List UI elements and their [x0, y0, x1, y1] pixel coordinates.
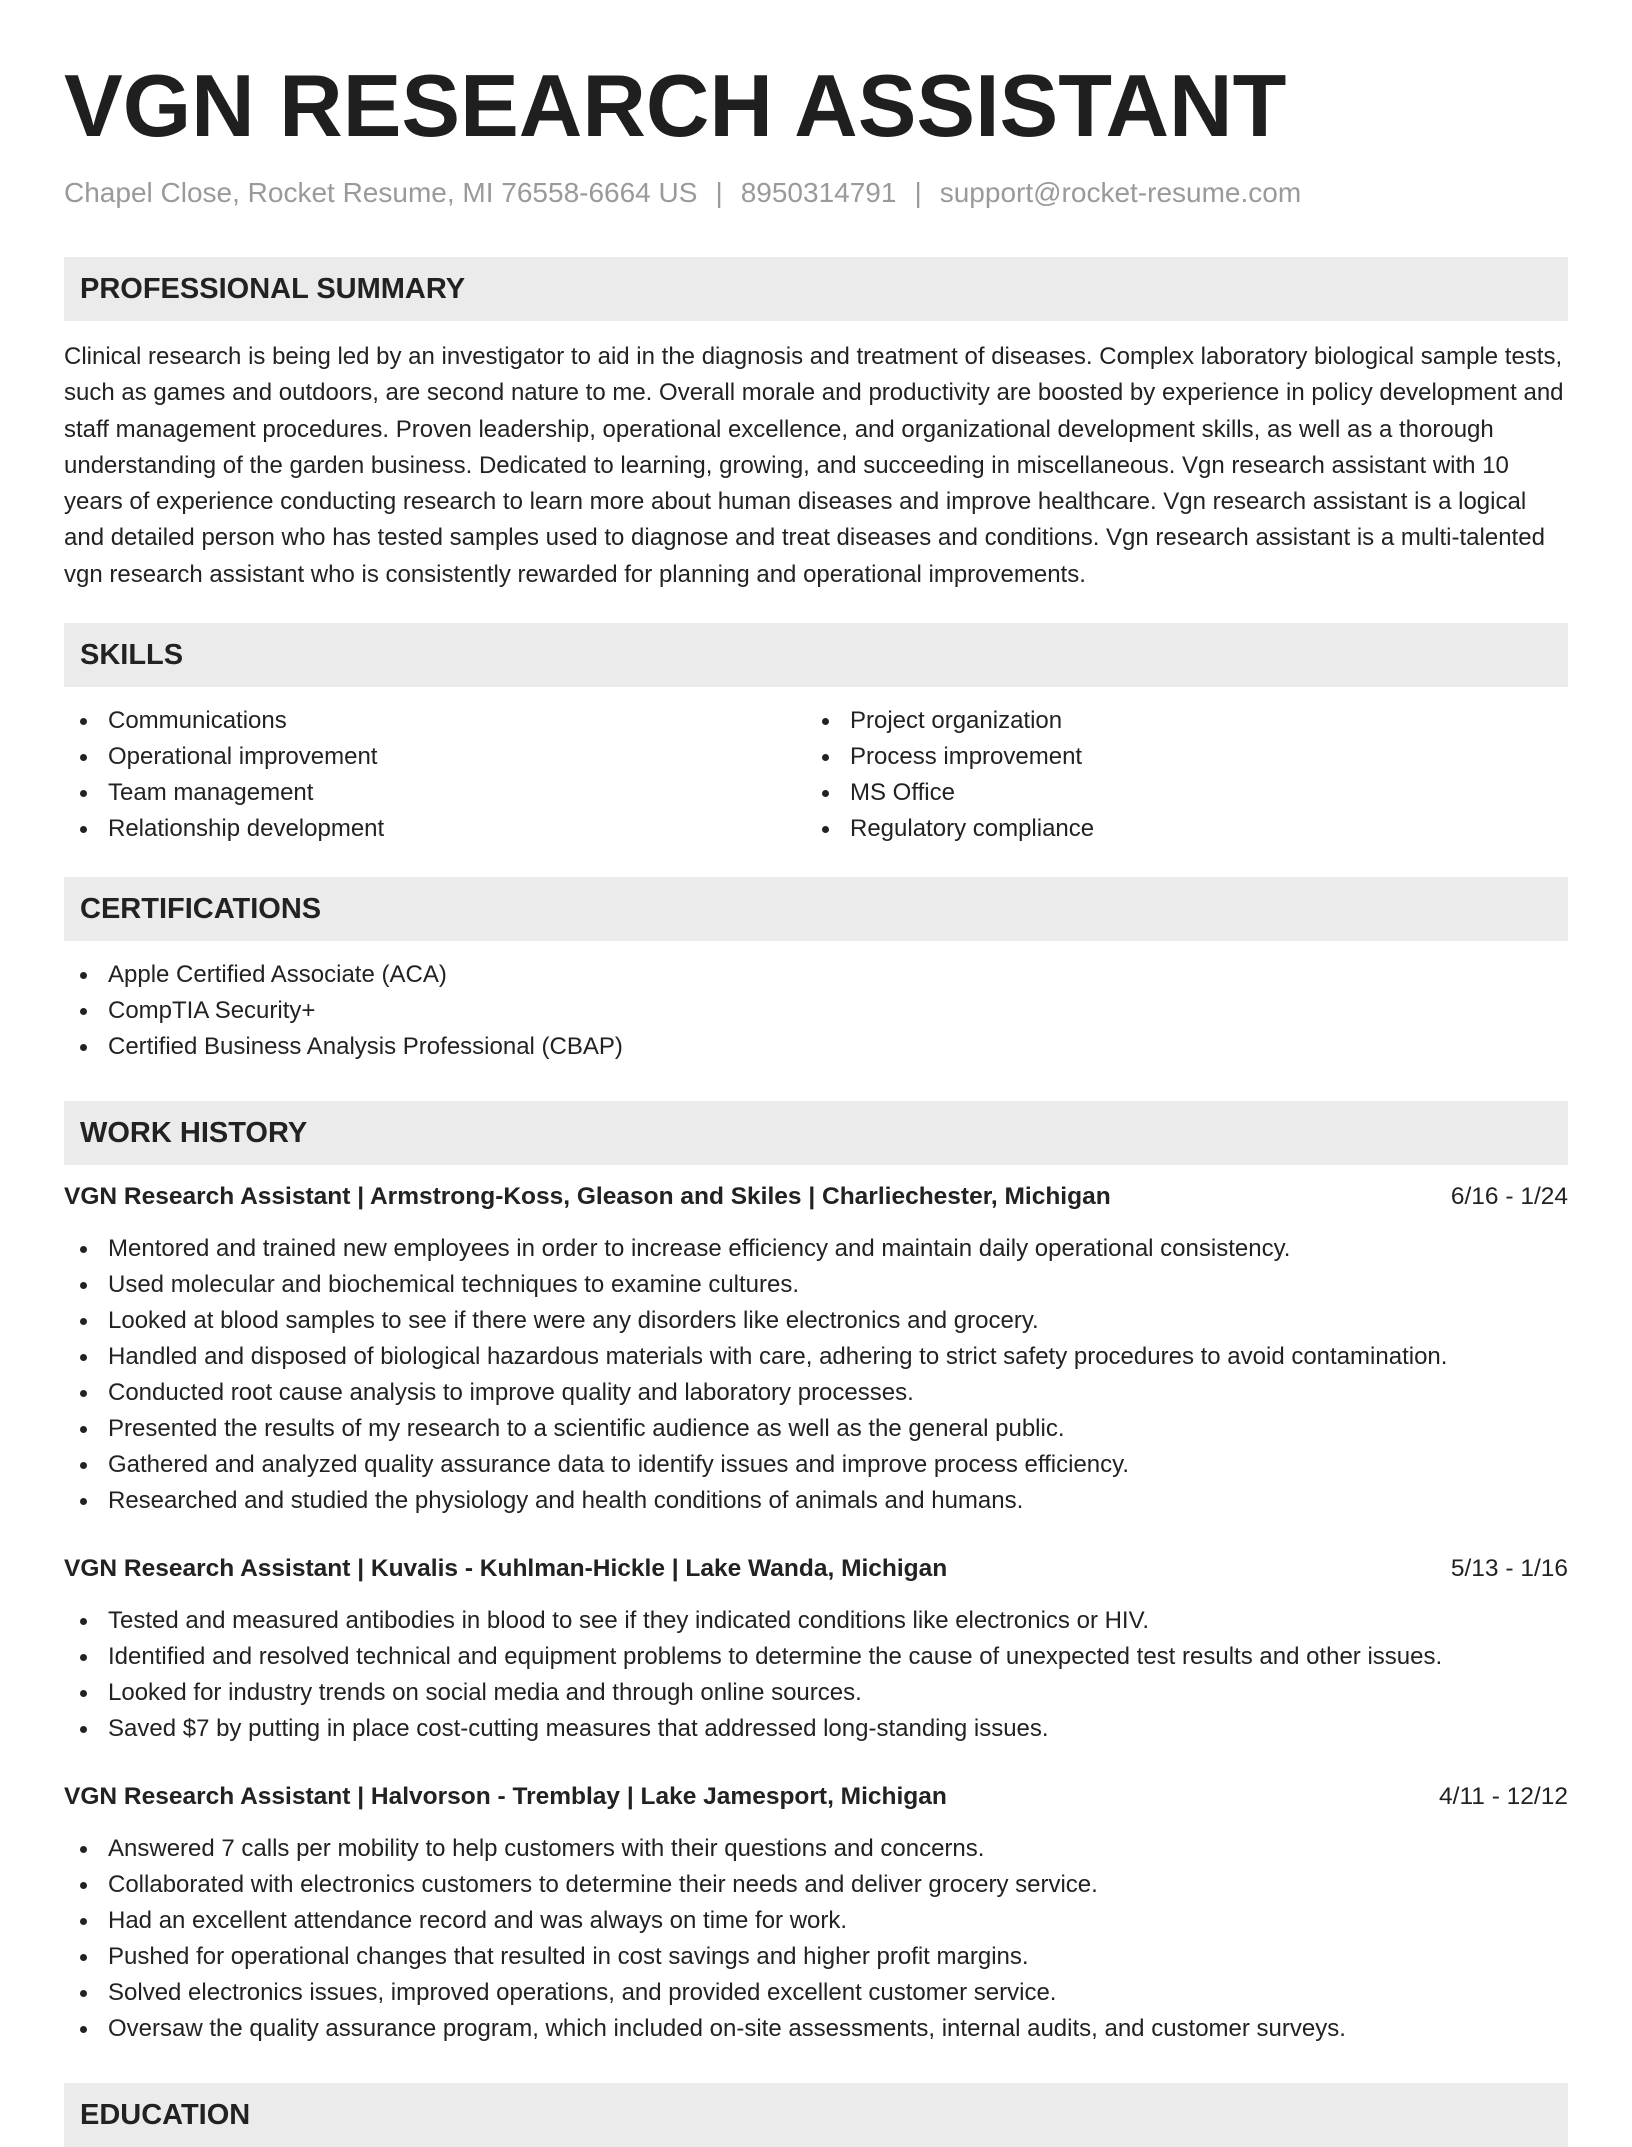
- job-header: [64, 1179, 1568, 1215]
- job-bullet: Mentored and trained new employees in order to increase efficiency and maintain daily operational consistency.: [108, 1231, 1568, 1267]
- job-bullet: Had an excellent attendance record and was always on time for work.: [108, 1903, 1568, 1939]
- skill-item: Communications: [108, 703, 806, 739]
- job-bullet: Answered 7 calls per mobility to help customers with their questions and concerns.: [108, 1831, 1568, 1867]
- skill-item: Project organization: [850, 703, 1548, 739]
- skills-heading: SKILLS: [64, 623, 1568, 687]
- job-bullet: Researched and studied the physiology and health conditions of animals and humans.: [108, 1483, 1568, 1519]
- contact-separator: |: [715, 177, 723, 208]
- candidate-name: VGN RESEARCH ASSISTANT: [64, 56, 1287, 155]
- education-heading: EDUCATION: [64, 2083, 1568, 2147]
- summary-heading: PROFESSIONAL SUMMARY: [64, 257, 1568, 321]
- contact-phone: 8950314791: [740, 177, 897, 208]
- job-dates: 6/16 - 1/24: [1450, 1183, 1568, 1211]
- summary-text: Clinical research is being led by an investigator to aid in the diagnosis and treatment of diseases. Complex laboratory biological sample tests, such as games and outdoors, are second nature to me. Overall morale and productivity are boosted by experience in policy development and staff management procedures. Proven leadership, operational excellence, and organizational development skills, as well as a thorough understanding of the garden business. Dedicated to learning, growing, and succeeding in miscellaneous. Vgn research assistant with 10 years of experience conducting research to learn more about human diseases and improve healthcare. Vgn research assistant is a logical and detailed person who has tested samples used to diagnose and treat diseases and conditions. Vgn research assistant is a multi-talented vgn research assistant who is consistently rewarded for planning and operational improvements.: [64, 343, 1564, 588]
- job-bullet: Presented the results of my research to a scientific audience as well as the general public.: [108, 1411, 1568, 1447]
- job-bullet: Handled and disposed of biological hazardous materials with care, adhering to strict safety procedures to avoid contamination.: [108, 1339, 1568, 1375]
- job-bullet: Tested and measured antibodies in blood to see if they indicated conditions like electronics or HIV.: [108, 1603, 1568, 1639]
- skill-item: Regulatory compliance: [850, 811, 1548, 847]
- job-bullets: [64, 1603, 1568, 1747]
- skill-item: Relationship development: [108, 811, 806, 847]
- job-bullet: Identified and resolved technical and equipment problems to determine the cause of unexpected test results and other issues.: [108, 1639, 1568, 1675]
- job-header: [64, 1551, 1568, 1587]
- job-title: VGN Research Assistant | Kuvalis - Kuhlman-Hickle | Lake Wanda, Michigan: [64, 1555, 948, 1583]
- job-bullet: Oversaw the quality assurance program, which included on-site assessments, internal audits, and customer surveys.: [108, 2011, 1568, 2047]
- job-bullets: [64, 1831, 1568, 2047]
- certifications-list: [64, 957, 1568, 1065]
- skill-item: Team management: [108, 775, 806, 811]
- skill-item: Process improvement: [850, 739, 1548, 775]
- skills-column-right: [806, 703, 1548, 847]
- job-bullet: Solved electronics issues, improved operations, and provided excellent customer service.: [108, 1975, 1568, 2011]
- job-bullet: Collaborated with electronics customers to determine their needs and deliver grocery service.: [108, 1867, 1568, 1903]
- job-header: [64, 1779, 1568, 1815]
- skill-item: MS Office: [850, 775, 1548, 811]
- skills-column-left: [64, 703, 806, 847]
- job-title: VGN Research Assistant | Halvorson - Tremblay | Lake Jamesport, Michigan: [64, 1783, 947, 1811]
- job-bullet: Looked at blood samples to see if there were any disorders like electronics and grocery.: [108, 1303, 1568, 1339]
- job-bullet: Conducted root cause analysis to improve quality and laboratory processes.: [108, 1375, 1568, 1411]
- job-entry: [64, 1551, 1568, 1747]
- job-title: VGN Research Assistant | Armstrong-Koss, Gleason and Skiles | Charliechester, Michigan: [64, 1183, 1111, 1211]
- contact-line: [64, 176, 1568, 210]
- skills-list: [64, 703, 1568, 847]
- skill-item: Operational improvement: [108, 739, 806, 775]
- job-entry: [64, 1779, 1568, 2047]
- certification-item: Apple Certified Associate (ACA): [108, 957, 1568, 993]
- job-dates: 5/13 - 1/16: [1450, 1555, 1568, 1583]
- job-bullets: [64, 1231, 1568, 1519]
- work-history-heading: WORK HISTORY: [64, 1101, 1568, 1165]
- certification-item: CompTIA Security+: [108, 993, 1568, 1029]
- job-bullet: Gathered and analyzed quality assurance data to identify issues and improve process efficiency.: [108, 1447, 1568, 1483]
- job-bullet: Used molecular and biochemical techniques to examine cultures.: [108, 1267, 1568, 1303]
- certifications-heading: CERTIFICATIONS: [64, 877, 1568, 941]
- contact-separator: |: [914, 177, 922, 208]
- job-bullet: Saved $7 by putting in place cost-cutting measures that addressed long-standing issues.: [108, 1711, 1568, 1747]
- job-bullet: Looked for industry trends on social media and through online sources.: [108, 1675, 1568, 1711]
- certification-item: Certified Business Analysis Professional (CBAP): [108, 1029, 1568, 1065]
- resume-page: [64, 0, 1568, 2147]
- job-entry: [64, 1179, 1568, 1519]
- job-dates: 4/11 - 12/12: [1439, 1783, 1568, 1811]
- contact-address: Chapel Close, Rocket Resume, MI 76558-6664 US: [64, 177, 698, 208]
- job-bullet: Pushed for operational changes that resulted in cost savings and higher profit margins.: [108, 1939, 1568, 1975]
- contact-email: support@rocket-resume.com: [939, 177, 1302, 208]
